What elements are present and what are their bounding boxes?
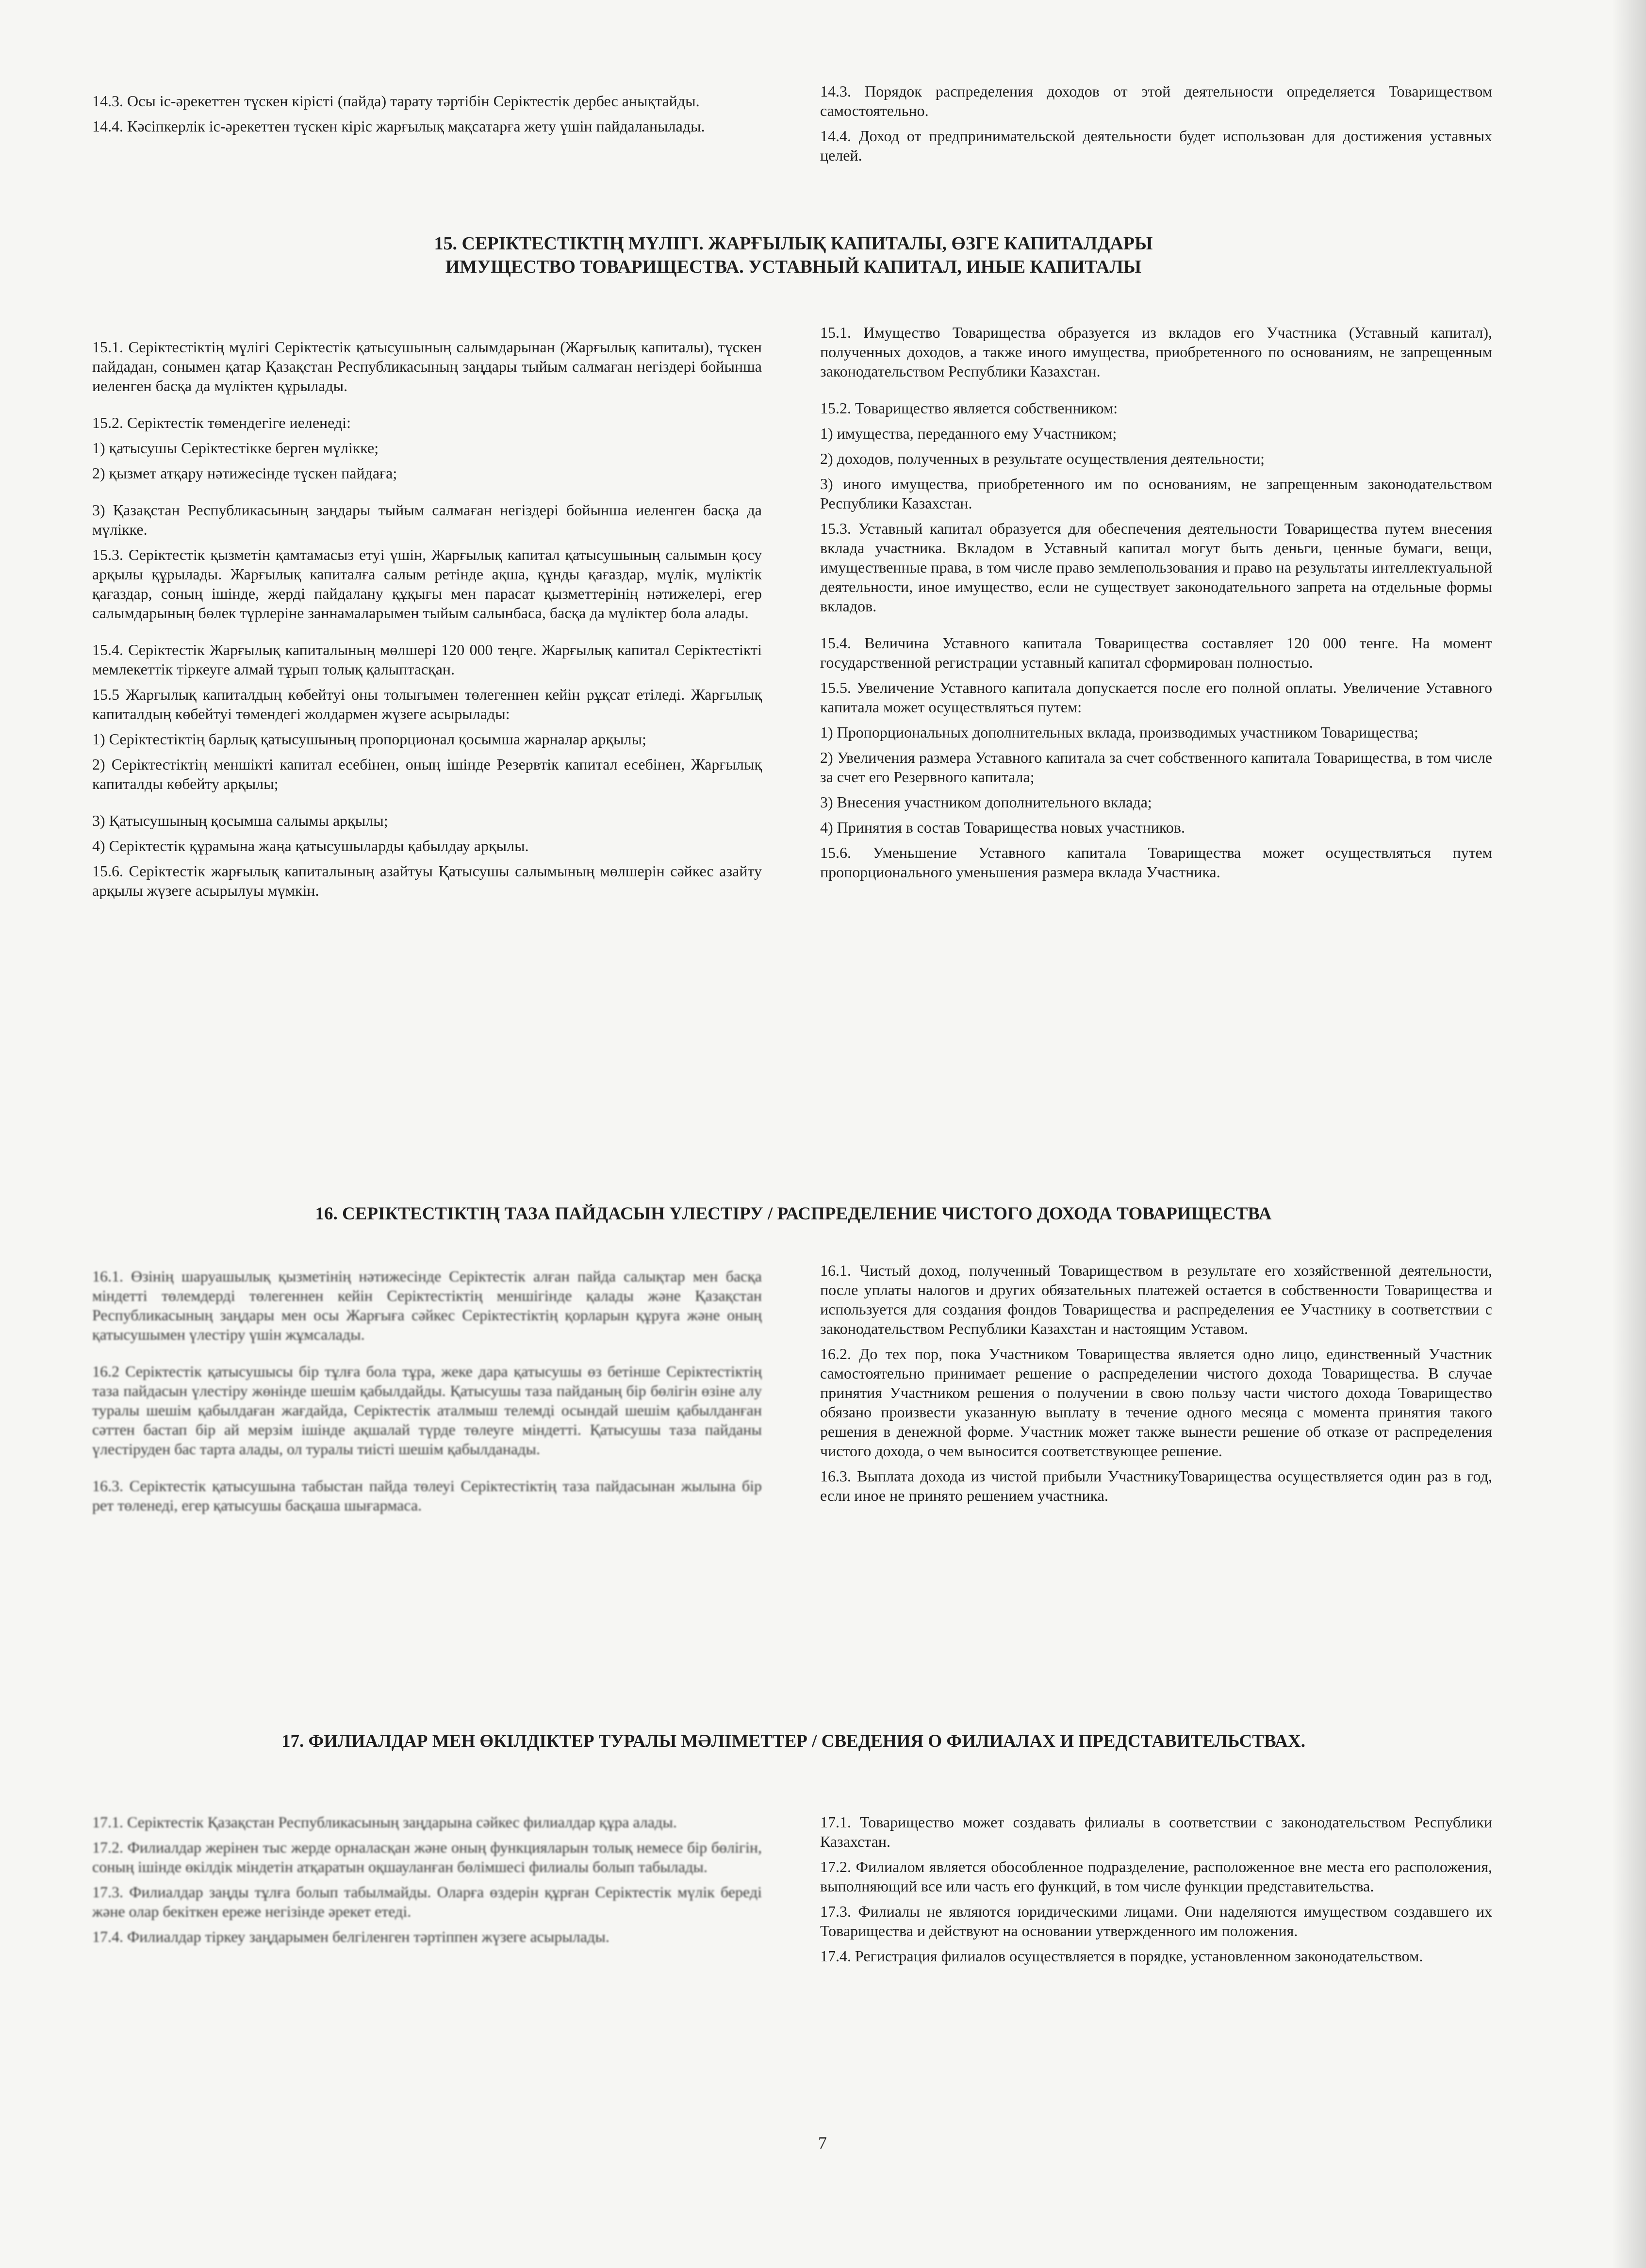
- s15-ru-column: [820, 323, 1492, 887]
- scan-shadow: [1612, 0, 1646, 2268]
- s17-ru-p4: 17.4. Регистрация филиалов осуществляется в порядке, установленном законодательством.: [820, 1947, 1423, 1965]
- s15-ru-p3: 1) имущества, переданного ему Участником;: [820, 425, 1117, 442]
- s15-kz-p12: 4) Серіктестік құрамына жаңа қатысушыларды қабылдау арқылы.: [92, 837, 529, 855]
- s15-ru-p10: 2) Увеличения размера Уставного капитала за счет собственного капитала Товарищества, в том числе за счет его Резервного капитала;: [820, 749, 1492, 786]
- s16-ru-column: [820, 1261, 1492, 1511]
- s16-kz-p3: 16.3. Серіктестік қатысушына табыстан пайда төлеуі Серіктестіктің таза пайдасынан жылына бір рет төленеді, егер қатысушы басқаша шығармаса.: [92, 1477, 762, 1514]
- s15-heading: [92, 232, 1495, 279]
- s15-ru-p6: 15.3. Уставный капитал образуется для обеспечения деятельности Товарищества путем внесения вклада участника. Вкладом в Уставный капитал могут быть деньги, ценные бумаги, вещи, имущественные права, в том числе право землепользования и право на результаты интеллектуальной деятельности, иное имущество, если не существует законодательного запрета на отдельные формы вкладов.: [820, 520, 1492, 615]
- s15-ru-p4: 2) доходов, полученных в результате осуществления деятельности;: [820, 450, 1265, 467]
- page-number: 7: [818, 2133, 827, 2153]
- s17-kz-p1: 17.1. Серіктестік Қазақстан Республикасының заңдарына сәйкес филиалдар құра алады.: [92, 1813, 677, 1831]
- s15-kz-p13: 15.6. Серіктестік жарғылық капиталының азайтуы Қатысушы салымының мөлшерін сәйкес азайту арқылы жүзеге асырылуы мүмкін.: [92, 862, 762, 899]
- s14-kz-column: [92, 91, 762, 142]
- s15-kz-p10: 2) Серіктестіктің меншікті капитал есебінен, оның ішінде Резервтік капитал есебінен, Жарғылық капиталды көбейту арқылы;: [92, 756, 762, 792]
- s17-heading: 17. ФИЛИАЛДАР МЕН ӨКІЛДІКТЕР ТУРАЛЫ МӘЛІМЕТТЕР / СВЕДЕНИЯ О ФИЛИАЛАХ И ПРЕДСТАВИТЕЛЬСТВАХ.: [281, 1731, 1305, 1751]
- s17-ru-column: [820, 1812, 1492, 1972]
- s17-kz-column: [92, 1812, 762, 1952]
- s16-kz-p1: 16.1. Өзінің шаруашылық қызметінің нәтижесінде Серіктестік алған пайда салықтар мен басқа міндетті төлемдерді төлегеннен кейін Серіктестіктің меншігінде қалады және Қазақстан Республикасының заңдары мен осы Жарғыға сәйкес Серіктестіктің қорларын құруға және оның қатысушымен үлестіру үшін жұмсалады.: [92, 1267, 762, 1343]
- s16-ru-p3: 16.3. Выплата дохода из чистой прибыли УчастникуТоварищества осуществляется один раз в год, если иное не принято решением участника.: [820, 1467, 1492, 1504]
- s15-kz-p3: 1) қатысушы Серіктестікке берген мүлікке;: [92, 439, 379, 457]
- s15-kz-p6: 15.3. Серіктестік қызметін қамтамасыз етуі үшін, Жарғылық капитал қатысушының салымын қосу арқылы құрылады. Жарғылық капиталға салым ретінде ақша, құнды қағаздар, мүлік, мүліктік қағаздар, соның ішінде, жерді пайдалану құқығы мен парасат қызметтерінің нәтижелері, егер салымдарының бөлек түрлеріне заннамаларымен тыйым салынбаса, басқа да мүліктер бола алады.: [92, 546, 762, 622]
- s16-kz-p2: 16.2 Серіктестік қатысушысы бір тұлға бола тұра, жеке дара қатысушы өз бетінше Серіктестіктің таза пайдасын үлестіру жөнінде шешім қабылдайды. Қатысушы таза пайданың бір бөлігін өзіне алу туралы шешім қабылдаған жағдайда, Серіктестік аталмыш телемді осындай шешім қабылданған сәттен бастап бір ай мерзім ішінде ақшалай түрде төлеуге міндетті. Қатысушы таза пайданы үлестіруден бас тарта алады, ол туралы тиісті шешім қабылданады.: [92, 1363, 762, 1458]
- s15-ru-p5: 3) иного имущества, приобретенного им по основаниям, не запрещенным законодательством Республики Казахстан.: [820, 475, 1492, 512]
- s15-kz-p1: 15.1. Серіктестіктің мүлігі Серіктестік қатысушының салымдарынан (Жарғылық капиталы), түскен пайдадан, сонымен қатар Қазақстан Республикасының заңдары тыйым салмаған негіздері бойынша иеленген басқа да мүліктен құрылады.: [92, 338, 762, 394]
- s15-ru-p13: 15.6. Уменьшение Уставного капитала Товарищества может осуществляться путем пропорционального уменьшения размера вклада Участника.: [820, 844, 1492, 881]
- s15-kz-p4: 2) қызмет атқару нәтижесінде түскен пайдаға;: [92, 464, 397, 482]
- s16-ru-p1: 16.1. Чистый доход, полученный Товариществом в результате его хозяйственной деятельности, после уплаты налогов и других обязательных платежей остается в собственности Товарищества и используется для создания фондов Товарищества и распределения ее Участнику в соответствии с законодательством Республики Казахстан и настоящим Уставом.: [820, 1262, 1492, 1337]
- s15-ru-p7: 15.4. Величина Уставного капитала Товарищества составляет 120 000 тенге. На момент государственной регистрации уставный капитал сформирован полностью.: [820, 634, 1492, 671]
- s16-heading: 16. СЕРІКТЕСТІКТІҢ ТАЗА ПАЙДАСЫН ҮЛЕСТІРУ / РАСПРЕДЕЛЕНИЕ ЧИСТОГО ДОХОДА ТОВАРИЩЕСТВА: [315, 1204, 1272, 1224]
- s14-ru-column: [820, 82, 1492, 171]
- s17-kz-p2: 17.2. Филиалдар жерінен тыс жерде орналасқан және оның функцияларын толық немесе бір бөлігін, соның ішінде өкілдік міндетін атқаратын оқшауланған бөлімшесі филиалы болып табылады.: [92, 1839, 762, 1875]
- s15-kz-p9: 1) Серіктестіктің барлық қатысушының пропорционал қосымша жарналар арқылы;: [92, 730, 646, 748]
- s15-kz-p5: 3) Қазақстан Республикасының заңдары тыйым салмаған негіздері бойынша иеленген басқа да мүлікке.: [92, 501, 762, 538]
- s15-ru-p8: 15.5. Увеличение Уставного капитала допускается после его полной оплаты. Увеличение Уставного капитала может осуществляться путем:: [820, 679, 1492, 716]
- s15-ru-p9: 1) Пропорциональных дополнительных вклада, производимых участником Товарищества;: [820, 723, 1418, 741]
- s16-kz-column: [92, 1266, 762, 1521]
- s15-kz-column: [92, 337, 762, 906]
- s16-ru-p2: 16.2. До тех пор, пока Участником Товарищества является одно лицо, единственный Участник самостоятельно принимает решение о распределении чистого дохода Товарищества. В случае принятия Участником решения о получении в свою пользу части чистого дохода Товарищество обязано произвести указанную выплату в течение одного месяца с момента принятия такого решения в денежной форме. Участник может также вынести решение об отказе от распределения чистого дохода, о чем выносится соответствующее решение.: [820, 1345, 1492, 1460]
- s14-ru-p1: 14.3. Порядок распределения доходов от этой деятельности определяется Товариществом самостоятельно.: [820, 82, 1492, 119]
- s15-kz-p11: 3) Қатысушының қосымша салымы арқылы;: [92, 812, 388, 829]
- s15-heading-kz: 15. СЕРІКТЕСТІКТІҢ МҮЛІГІ. ЖАРҒЫЛЫҚ КАПИТАЛЫ, ӨЗГЕ КАПИТАЛДАРЫ: [434, 233, 1153, 254]
- s17-kz-p3: 17.3. Филиалдар заңды тұлға болып табылмайды. Оларға өздерін құрған Серіктестік мүлік береді және олар бекіткен ереже негізінде әрекет етеді.: [92, 1883, 762, 1920]
- s15-kz-p7: 15.4. Серіктестік Жарғылық капиталының мөлшері 120 000 теңге. Жарғылық капитал Серіктестікті мемлекеттік тіркеуге алмай тұрып толық қалыптасқан.: [92, 641, 762, 678]
- s17-kz-p4: 17.4. Филиалдар тіркеу заңдарымен белгіленген тәртіппен жүзеге асырылады.: [92, 1928, 609, 1945]
- s14-kz-p2: 14.4. Кәсіпкерлік іс-әрекеттен түскен кіріс жарғылық мақсатарға жету үшін пайдаланылады.: [92, 117, 705, 135]
- s17-ru-p2: 17.2. Филиалом является обособленное подразделение, расположенное вне места его расположения, выполняющий все или часть его функций, в том числе функции представительства.: [820, 1858, 1492, 1895]
- s15-kz-p8: 15.5 Жарғылық капиталдың көбейтуі оны толығымен төлегеннен кейін рұқсат етіледі. Жарғылық капиталдың көбейтуі төмендегі жолдармен жүзеге асырылады:: [92, 686, 762, 723]
- s17-ru-p1: 17.1. Товарищество может создавать филиалы в соответствии с законодательством Республики Казахстан.: [820, 1813, 1492, 1850]
- s17-ru-p3: 17.3. Филиалы не являются юридическими лицами. Они наделяются имуществом создавшего их Товарищества и действуют на основании утвержденного им положения.: [820, 1903, 1492, 1939]
- s14-ru-p2: 14.4. Доход от предпринимательской деятельности будет использован для достижения уставных целей.: [820, 127, 1492, 164]
- s15-ru-p11: 3) Внесения участником дополнительного вклада;: [820, 793, 1152, 811]
- s15-heading-ru: ИМУЩЕСТВО ТОВАРИЩЕСТВА. УСТАВНЫЙ КАПИТАЛ, ИНЫЕ КАПИТАЛЫ: [445, 257, 1142, 277]
- s15-ru-p2: 15.2. Товарищество является собственником:: [820, 399, 1118, 417]
- s14-kz-p1: 14.3. Осы іс-әрекеттен түскен кірісті (пайда) тарату тәртібін Серіктестік дербес анықтайды.: [92, 92, 700, 110]
- s15-ru-p1: 15.1. Имущество Товарищества образуется из вкладов его Участника (Уставный капитал), полученных доходов, а также иного имущества, приобретенного по основаниям, не запрещенным законодательством Республики Казахстан.: [820, 324, 1492, 380]
- s15-kz-p2: 15.2. Серіктестік төмендегіге иеленеді:: [92, 414, 351, 431]
- s15-ru-p12: 4) Принятия в состав Товарищества новых участников.: [820, 819, 1185, 836]
